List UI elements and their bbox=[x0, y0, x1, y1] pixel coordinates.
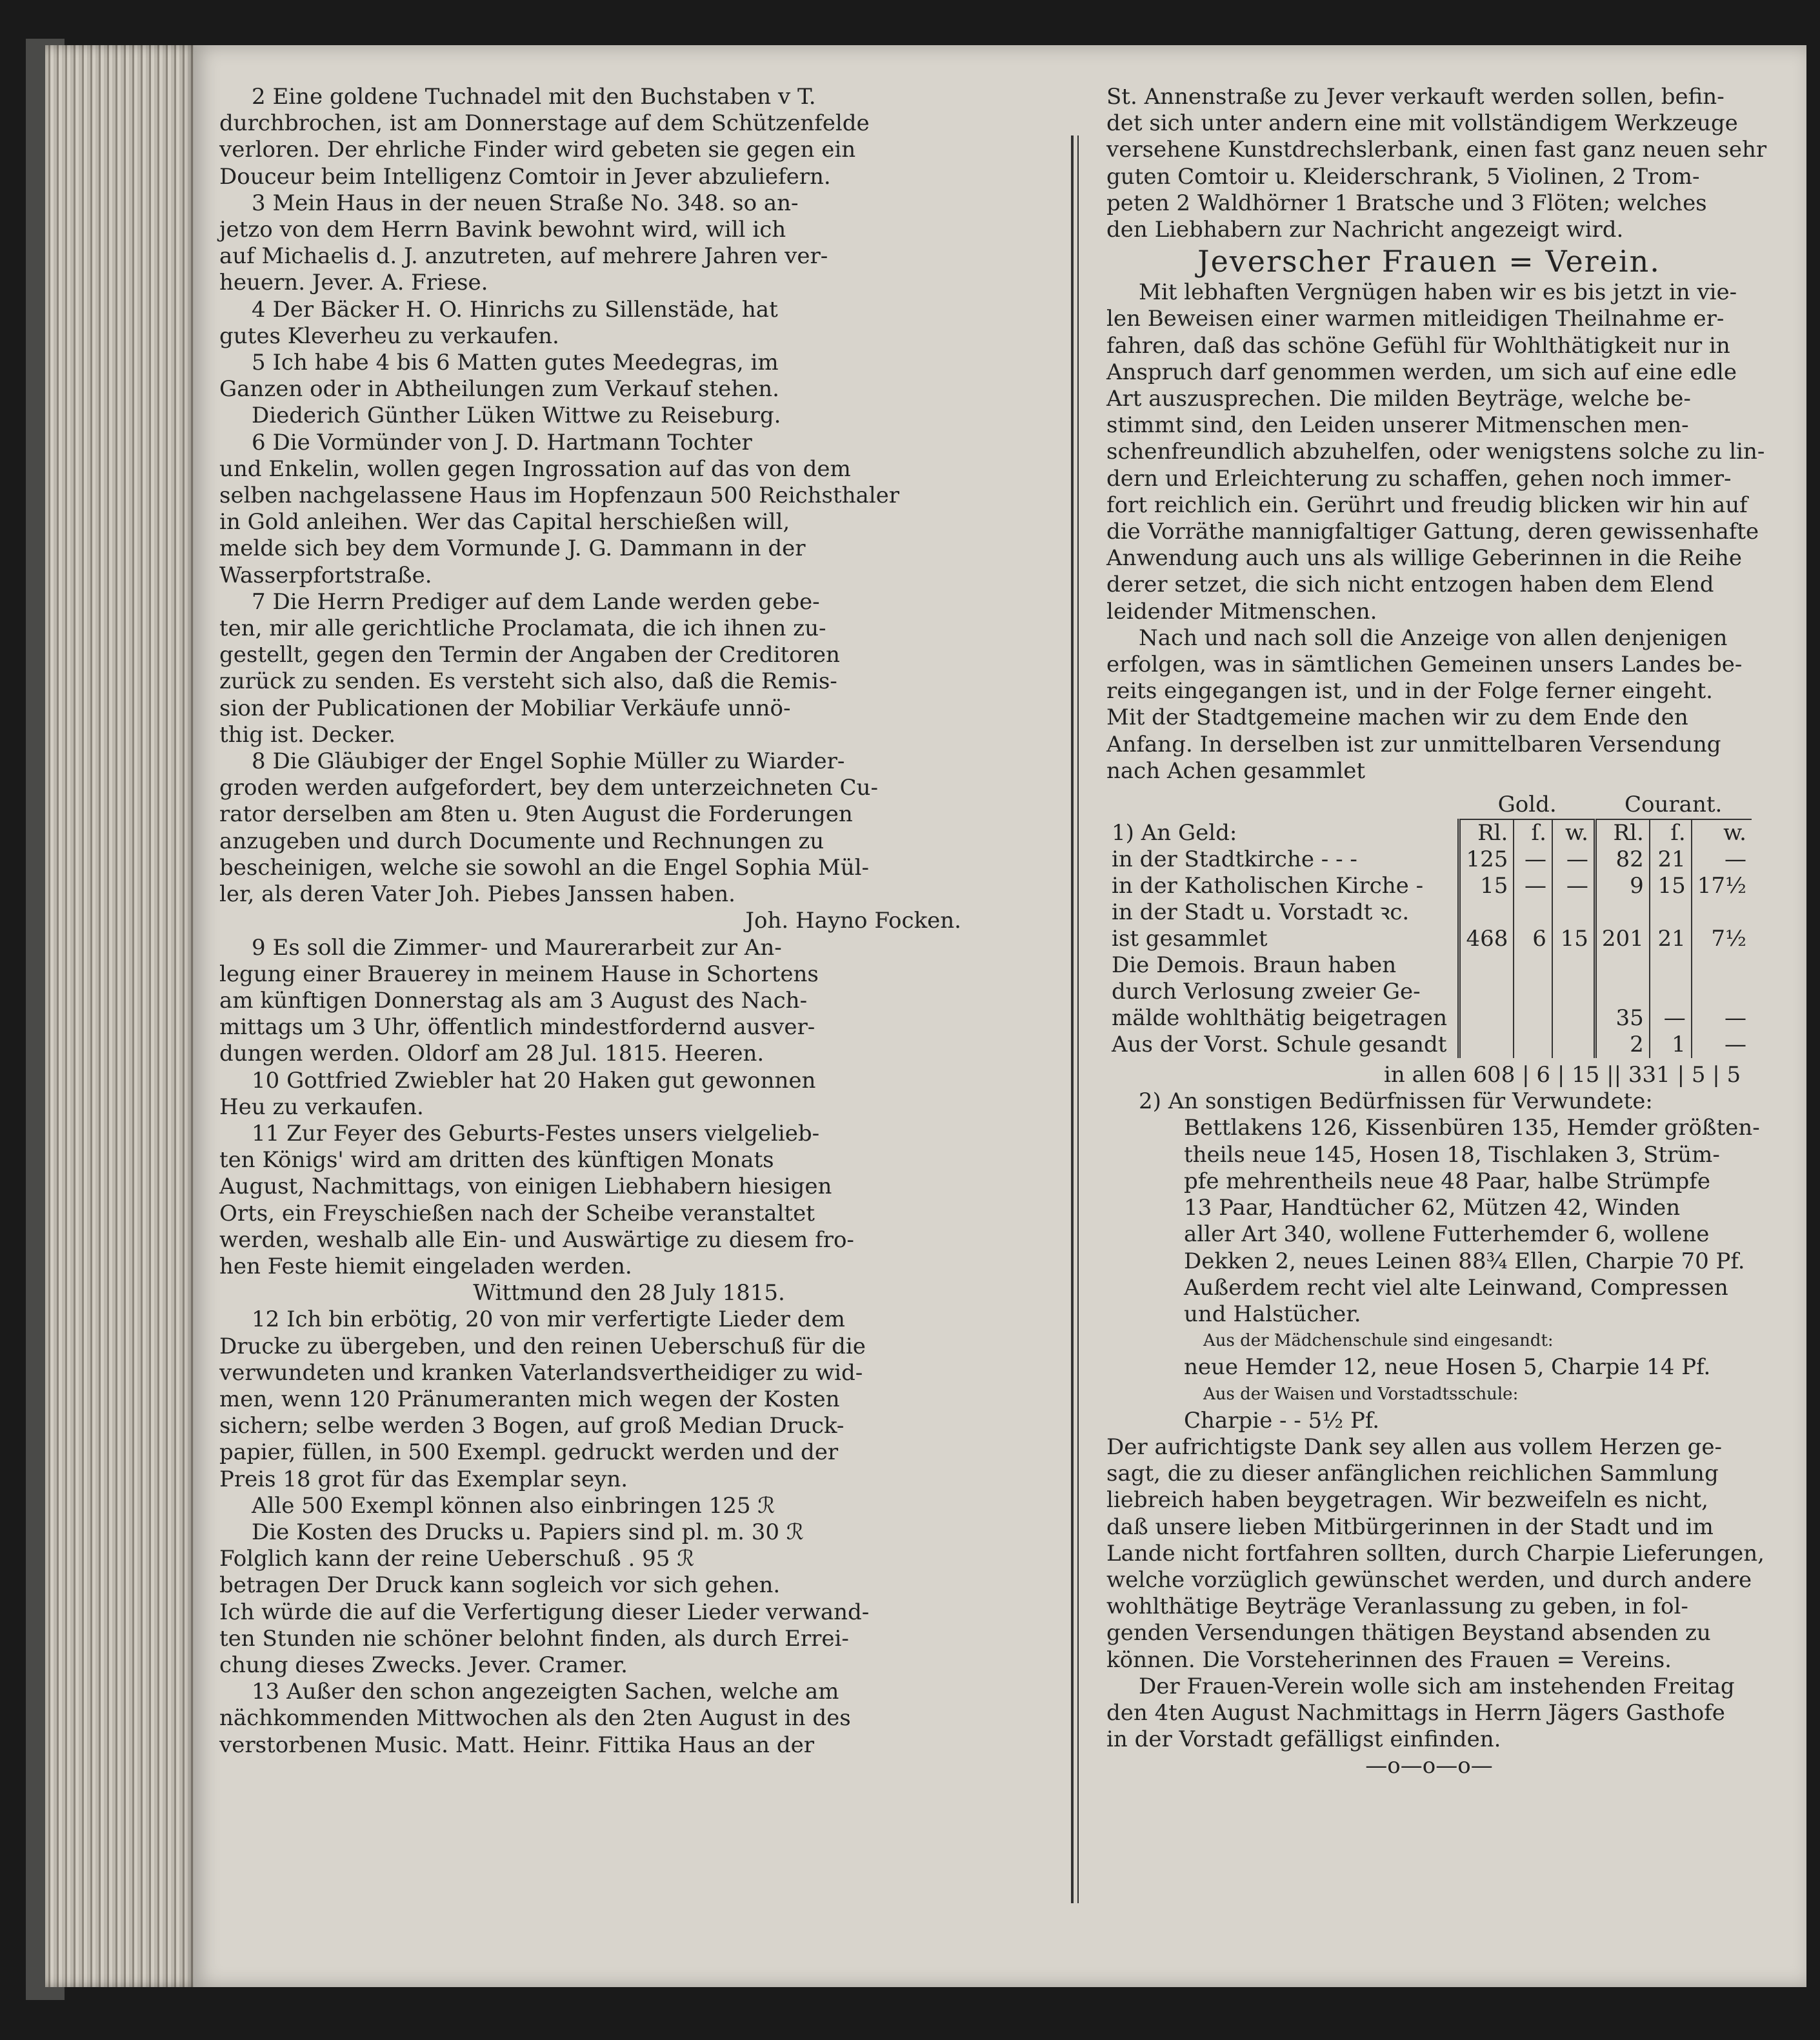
text-line: neue Hemder 12, neue Hosen 5, Charpie 14 Pf. bbox=[1184, 1354, 1711, 1381]
table-corner bbox=[1106, 791, 1459, 819]
text-line: theils neue 145, Hosen 18, Tischlaken 3, Strüm- bbox=[1184, 1141, 1720, 1168]
cell bbox=[1459, 899, 1514, 926]
signature: Diederich Günther Lüken Wittwe zu Reiseburg. bbox=[252, 403, 781, 429]
text-line: ten, mir alle gerichtliche Proclamata, die ich ihnen zu- bbox=[219, 615, 826, 642]
cell bbox=[1650, 979, 1692, 1005]
cell: — bbox=[1692, 1032, 1752, 1058]
text-line: August, Nachmittags, von einigen Liebhabern hiesigen bbox=[219, 1174, 832, 1200]
cell bbox=[1595, 952, 1649, 979]
text-line: 9 Es soll die Zimmer- und Maurerarbeit zur An- bbox=[252, 934, 782, 961]
cell bbox=[1514, 1032, 1552, 1058]
text-line: thig ist. Decker. bbox=[219, 721, 396, 748]
table-row bbox=[1106, 1005, 1752, 1032]
cell: 1 bbox=[1650, 1032, 1692, 1058]
column-divider bbox=[1071, 135, 1079, 1903]
text-line: Mit der Stadtgemeine machen wir zu dem Ende den bbox=[1106, 705, 1688, 731]
table-row bbox=[1106, 979, 1752, 1005]
text-line: papier, füllen, in 500 Exempl. gedruckt werden und der bbox=[219, 1439, 839, 1466]
row-label: in der Stadt u. Vorstadt ꝛc. bbox=[1112, 899, 1410, 926]
text-line: Mit lebhaften Vergnügen haben wir es bis jetzt in vie- bbox=[1139, 279, 1737, 306]
text-line: Außerdem recht viel alte Leinwand, Compressen bbox=[1184, 1274, 1728, 1301]
cell bbox=[1650, 899, 1692, 926]
cell bbox=[1595, 979, 1649, 1005]
text-line: Heu zu verkaufen. bbox=[219, 1094, 424, 1120]
text-line: Folglich kann der reine Ueberschuß . 95 ℛ bbox=[219, 1546, 695, 1572]
cell bbox=[1595, 899, 1649, 926]
text-line: sion der Publicationen der Mobiliar Verkäufe unnö- bbox=[219, 695, 791, 721]
text-line: sichern; selbe werden 3 Bogen, auf groß Median Druck- bbox=[219, 1413, 845, 1439]
cell: 9 bbox=[1595, 873, 1649, 899]
text-line: jetzo von dem Herrn Bavink bewohnt wird, will ich bbox=[219, 217, 786, 243]
text-line: versehene Kunstdrechslerbank, einen fast ganz neuen sehr bbox=[1106, 137, 1767, 163]
signature: Joh. Hayno Focken. bbox=[745, 908, 961, 934]
text-line: 3 Mein Haus in der neuen Straße No. 348. so an- bbox=[252, 190, 799, 216]
text-line: peten 2 Waldhörner 1 Bratsche und 3 Flöten; welches bbox=[1106, 190, 1707, 216]
text-line: 10 Gottfried Zwiebler hat 20 Haken gut gewonnen bbox=[252, 1067, 816, 1094]
cell bbox=[1692, 899, 1752, 926]
text-line: 13 Außer den schon angezeigten Sachen, welche am bbox=[252, 1679, 839, 1705]
cell bbox=[1552, 1032, 1595, 1058]
cell bbox=[1514, 1005, 1552, 1032]
text-line: leidender Mitmenschen. bbox=[1106, 598, 1377, 625]
col-header: ſ. bbox=[1650, 819, 1692, 846]
cell bbox=[1650, 952, 1692, 979]
row-label: mälde wohlthätig beigetragen bbox=[1112, 1005, 1447, 1032]
text-line: genden Versendungen thätigen Beystand absenden zu bbox=[1106, 1620, 1711, 1646]
page-edges bbox=[45, 45, 200, 1987]
text-line: chung dieses Zwecks. Jever. Cramer. bbox=[219, 1652, 628, 1678]
cell: 35 bbox=[1595, 1005, 1649, 1032]
cell bbox=[1459, 952, 1514, 979]
text-line: 6 Die Vormünder von J. D. Hartmann Tochter bbox=[252, 429, 752, 455]
text-line: aller Art 340, wollene Futterhemder 6, wollene bbox=[1184, 1221, 1710, 1248]
text-line: selben nachgelassene Haus im Hopfenzaun 500 Reichsthaler bbox=[219, 483, 900, 509]
cell bbox=[1514, 899, 1552, 926]
text-line: St. Annenstraße zu Jever verkauft werden sollen, befin- bbox=[1106, 84, 1725, 110]
text-line: fahren, daß das schöne Gefühl für Wohlthätigkeit nur in bbox=[1106, 332, 1730, 359]
text-line: derer setzet, die sich nicht entzogen haben dem Elend bbox=[1106, 572, 1714, 598]
text-line: 7 Die Herrn Prediger auf dem Lande werden gebe- bbox=[252, 588, 820, 615]
cell: 21 bbox=[1650, 846, 1692, 873]
text-line: 5 Ich habe 4 bis 6 Matten gutes Meedegras, im bbox=[252, 350, 779, 376]
end-ornament: —o—o—o— bbox=[1365, 1753, 1493, 1779]
cell: — bbox=[1692, 846, 1752, 873]
cell: — bbox=[1692, 1005, 1752, 1032]
text-line: betragen Der Druck kann sogleich vor sich gehen. bbox=[219, 1572, 781, 1599]
text-line: 8 Die Gläubiger der Engel Sophie Müller zu Wiarder- bbox=[252, 748, 845, 775]
text-line: Drucke zu übergeben, und den reinen Ueberschuß für die bbox=[219, 1333, 866, 1359]
text-line: verwundeten und kranken Vaterlandsvertheidiger zu wid- bbox=[219, 1359, 863, 1386]
text-line: und Halstücher. bbox=[1184, 1301, 1361, 1327]
text-line: daß unsere lieben Mitbürgerinnen in der Stadt und im bbox=[1106, 1514, 1714, 1540]
table-row bbox=[1106, 1032, 1752, 1058]
text-line: 4 Der Bäcker H. O. Hinrichs zu Sillenstäde, hat bbox=[252, 296, 778, 323]
text-line: 2) An sonstigen Bedürfnissen für Verwundete: bbox=[1139, 1088, 1653, 1115]
text-line: den 4ten August Nachmittags in Herrn Jägers Gasthofe bbox=[1106, 1699, 1725, 1726]
cell: 125 bbox=[1459, 846, 1514, 873]
text-line: rator derselben am 8ten u. 9ten August die Forderungen bbox=[219, 801, 853, 828]
text-line: Ganzen oder in Abtheilungen zum Verkauf stehen. bbox=[219, 376, 779, 403]
cell: 2 bbox=[1595, 1032, 1649, 1058]
dateline: Wittmund den 28 July 1815. bbox=[473, 1280, 785, 1306]
text-line: mittags um 3 Uhr, öffentlich mindestfordernd ausver- bbox=[219, 1014, 815, 1041]
text-line: am künftigen Donnerstag als am 3 August des Nach- bbox=[219, 987, 808, 1014]
text-line: groden werden aufgefordert, bey dem unterzeichneten Cu- bbox=[219, 775, 878, 801]
text-line: anzugeben und durch Documente und Rechnungen zu bbox=[219, 828, 825, 854]
text-line: auf Michaelis d. J. anzutreten, auf mehrere Jahren ver- bbox=[219, 243, 828, 270]
text-line: verloren. Der ehrliche Finder wird gebeten sie gegen ein bbox=[219, 137, 856, 163]
text-line: werden, weshalb alle Ein- und Auswärtige zu diesem fro- bbox=[219, 1226, 854, 1253]
text-line: legung einer Brauerey in meinem Hause in Schortens bbox=[219, 961, 819, 987]
text-line: dern und Erleichterung zu schaffen, gehen noch immer- bbox=[1106, 465, 1732, 492]
cell: 15 bbox=[1552, 926, 1595, 952]
text-line: 2 Eine goldene Tuchnadel mit den Buchstaben v T. bbox=[252, 84, 816, 110]
cell: — bbox=[1552, 846, 1595, 873]
text-line: und Enkelin, wollen gegen Ingrossation auf das von dem bbox=[219, 455, 851, 482]
text-line: schenfreundlich abzuhelfen, oder wenigstens solche zu lin- bbox=[1106, 439, 1765, 465]
table-row bbox=[1106, 926, 1752, 952]
row-label: ist gesammlet bbox=[1112, 926, 1268, 952]
cell bbox=[1459, 1005, 1514, 1032]
text-line: Alle 500 Exempl können also einbringen 125 ℛ bbox=[252, 1492, 775, 1519]
text-line: reits eingegangen ist, und in der Folge ferner eingeht. bbox=[1106, 678, 1713, 705]
cell: 468 bbox=[1459, 926, 1514, 952]
courant-header: Courant. bbox=[1595, 791, 1752, 819]
text-line: nach Achen gesammlet bbox=[1106, 757, 1365, 784]
text-line: Douceur beim Intelligenz Comtoir in Jever abzuliefern. bbox=[219, 163, 831, 190]
cell: — bbox=[1650, 1005, 1692, 1032]
text-line: den Liebhabern zur Nachricht angezeigt wird. bbox=[1106, 217, 1624, 243]
text-line: liebreich haben beygetragen. Wir bezweifeln es nicht, bbox=[1106, 1487, 1708, 1514]
row-label: durch Verlosung zweier Ge- bbox=[1112, 979, 1421, 1005]
text-line: len Beweisen einer warmen mitleidigen Theilnahme er- bbox=[1106, 306, 1725, 332]
text-line: dungen werden. Oldorf am 28 Jul. 1815. Heeren. bbox=[219, 1041, 765, 1067]
text-line: 12 Ich bin erbötig, 20 von mir verfertigte Lieder dem bbox=[252, 1306, 845, 1333]
cell bbox=[1552, 952, 1595, 979]
source-note: Aus der Mädchenschule sind eingesandt: bbox=[1203, 1331, 1554, 1351]
text-line: 11 Zur Feyer des Geburts-Festes unsers vielgelieb- bbox=[252, 1120, 820, 1146]
text-line: hen Feste hiemit eingeladen werden. bbox=[219, 1253, 632, 1279]
text-line: in der Vorstadt gefälligst einfinden. bbox=[1106, 1726, 1501, 1753]
text-line: det sich unter andern eine mit vollständigem Werkzeuge bbox=[1106, 110, 1738, 137]
cell: 15 bbox=[1650, 873, 1692, 899]
cell: 82 bbox=[1595, 846, 1649, 873]
text-line: die Vorräthe mannigfaltiger Gattung, deren gewissenhafte bbox=[1106, 519, 1759, 545]
col-header: ſ. bbox=[1514, 819, 1552, 846]
table-total: in allen 608 | 6 | 15 || 331 | 5 | 5 bbox=[1384, 1062, 1741, 1088]
text-line: ler, als deren Vater Joh. Piebes Janssen haben. bbox=[219, 881, 735, 908]
cell: — bbox=[1552, 873, 1595, 899]
text-line: stimmt sind, den Leiden unserer Mitmenschen men- bbox=[1106, 412, 1689, 439]
text-line: erfolgen, was in sämtlichen Gemeinen unsers Landes be- bbox=[1106, 652, 1743, 678]
cell bbox=[1552, 979, 1595, 1005]
text-line: heuern. Jever. A. Friese. bbox=[219, 270, 488, 296]
cell: — bbox=[1514, 846, 1552, 873]
cell: 7½ bbox=[1692, 926, 1752, 952]
text-line: Die Kosten des Drucks u. Papiers sind pl. m. 30 ℛ bbox=[252, 1519, 804, 1545]
text-line: Orts, ein Freyschießen nach der Scheibe veranstaltet bbox=[219, 1200, 815, 1226]
left-column bbox=[219, 84, 1039, 1759]
cell bbox=[1459, 1032, 1514, 1058]
text-line: können. Die Vorsteherinnen des Frauen = Vereins. bbox=[1106, 1646, 1672, 1673]
cell: 17½ bbox=[1692, 873, 1752, 899]
text-line: zurück zu senden. Es versteht sich also, daß die Remis- bbox=[219, 668, 837, 695]
text-line: Art auszusprechen. Die milden Beyträge, welche be- bbox=[1106, 386, 1691, 412]
donations-table bbox=[1106, 791, 1752, 1058]
text-line: welche vorzüglich gewünschet werden, und durch andere bbox=[1106, 1566, 1752, 1593]
text-line: durchbrochen, ist am Donnerstage auf dem Schützenfelde bbox=[219, 110, 870, 137]
table-row bbox=[1106, 873, 1752, 899]
cell: 201 bbox=[1595, 926, 1649, 952]
text-line: wohlthätige Beyträge Veranlassung zu geben, in fol- bbox=[1106, 1594, 1688, 1620]
col-header: Rl. bbox=[1459, 819, 1514, 846]
text-line: verstorbenen Music. Matt. Heinr. Fittika Haus an der bbox=[219, 1732, 814, 1758]
cell bbox=[1552, 899, 1595, 926]
text-line: Bettlakens 126, Kissenbüren 135, Hemder größten- bbox=[1184, 1115, 1760, 1141]
text-line: Wasserpfortstraße. bbox=[219, 562, 432, 588]
text-line: Der aufrichtigste Dank sey allen aus vollem Herzen ge- bbox=[1106, 1434, 1723, 1460]
cell bbox=[1692, 952, 1752, 979]
cell: — bbox=[1514, 873, 1552, 899]
table-row bbox=[1106, 899, 1752, 926]
text-line: gestellt, gegen den Termin der Angaben der Creditoren bbox=[219, 642, 840, 668]
text-line: men, wenn 120 Pränumeranten mich wegen der Kosten bbox=[219, 1386, 840, 1412]
cell bbox=[1692, 979, 1752, 1005]
cell bbox=[1459, 979, 1514, 1005]
text-line: ten Stunden nie schöner belohnt finden, als durch Errei- bbox=[219, 1625, 849, 1652]
text-line: sagt, die zu dieser anfänglichen reichlichen Sammlung bbox=[1106, 1461, 1719, 1487]
cell: 21 bbox=[1650, 926, 1692, 952]
text-line: nächkommenden Mittwochen als den 2ten August in des bbox=[219, 1705, 851, 1732]
cell bbox=[1514, 979, 1552, 1005]
text-line: pfe mehrentheils neue 48 Paar, halbe Strümpfe bbox=[1184, 1168, 1710, 1194]
text-line: Preis 18 grot für das Exemplar seyn. bbox=[219, 1466, 628, 1492]
source-note: Aus der Waisen und Vorstadtsschule: bbox=[1203, 1384, 1519, 1404]
cell: 6 bbox=[1514, 926, 1552, 952]
right-column bbox=[1106, 84, 1767, 1780]
text-line: Anfang. In derselben ist zur unmittelbaren Versendung bbox=[1106, 731, 1721, 757]
text-line: Anspruch darf genommen werden, um sich auf eine edle bbox=[1106, 359, 1737, 385]
row-label: Aus der Vorst. Schule gesandt bbox=[1112, 1032, 1447, 1058]
text-line: Charpie - - 5½ Pf. bbox=[1184, 1407, 1380, 1434]
text-line: ten Königs' wird am dritten des künftigen Monats bbox=[219, 1147, 774, 1174]
text-line: 13 Paar, Handtücher 62, Mützen 42, Winden bbox=[1184, 1195, 1681, 1221]
table-row bbox=[1106, 846, 1752, 873]
cell: 15 bbox=[1459, 873, 1514, 899]
col-header: w. bbox=[1692, 819, 1752, 846]
text-line: melde sich bey dem Vormunde J. G. Dammann in der bbox=[219, 535, 806, 562]
col-header: w. bbox=[1552, 819, 1595, 846]
text-line: gutes Kleverheu zu verkaufen. bbox=[219, 323, 559, 349]
row-label: Die Demois. Braun haben bbox=[1112, 952, 1397, 979]
text-line: guten Comtoir u. Kleiderschrank, 5 Violinen, 2 Trom- bbox=[1106, 163, 1700, 190]
text-line: Nach und nach soll die Anzeige von allen denjenigen bbox=[1139, 625, 1728, 651]
cell bbox=[1514, 952, 1552, 979]
text-line: in Gold anleihen. Wer das Capital herschießen will, bbox=[219, 509, 790, 535]
row-label: in der Katholischen Kirche - bbox=[1112, 873, 1424, 899]
text-line: Anwendung auch uns als willige Geberinnen in die Reihe bbox=[1106, 545, 1743, 572]
section-heading: Jeverscher Frauen = Verein. bbox=[1197, 244, 1661, 279]
text-line: fort reichlich ein. Gerührt und freudig blicken wir hin auf bbox=[1106, 492, 1748, 518]
gold-header: Gold. bbox=[1459, 791, 1595, 819]
text-line: Dekken 2, neues Leinen 88¾ Ellen, Charpie 70 Pf. bbox=[1184, 1248, 1745, 1274]
text-line: Lande nicht fortfahren sollten, durch Charpie Lieferungen, bbox=[1106, 1540, 1765, 1566]
cell bbox=[1552, 1005, 1595, 1032]
table-row bbox=[1106, 952, 1752, 979]
table-section-label: 1) An Geld: bbox=[1112, 820, 1237, 846]
col-header: Rl. bbox=[1595, 819, 1649, 846]
text-line: Ich würde die auf die Verfertigung dieser Lieder verwand- bbox=[219, 1599, 870, 1625]
row-label: in der Stadtkirche - - - bbox=[1112, 846, 1357, 873]
text-line: Der Frauen-Verein wolle sich am instehenden Freitag bbox=[1139, 1673, 1735, 1699]
text-line: bescheinigen, welche sie sowohl an die Engel Sophia Mül- bbox=[219, 854, 870, 881]
